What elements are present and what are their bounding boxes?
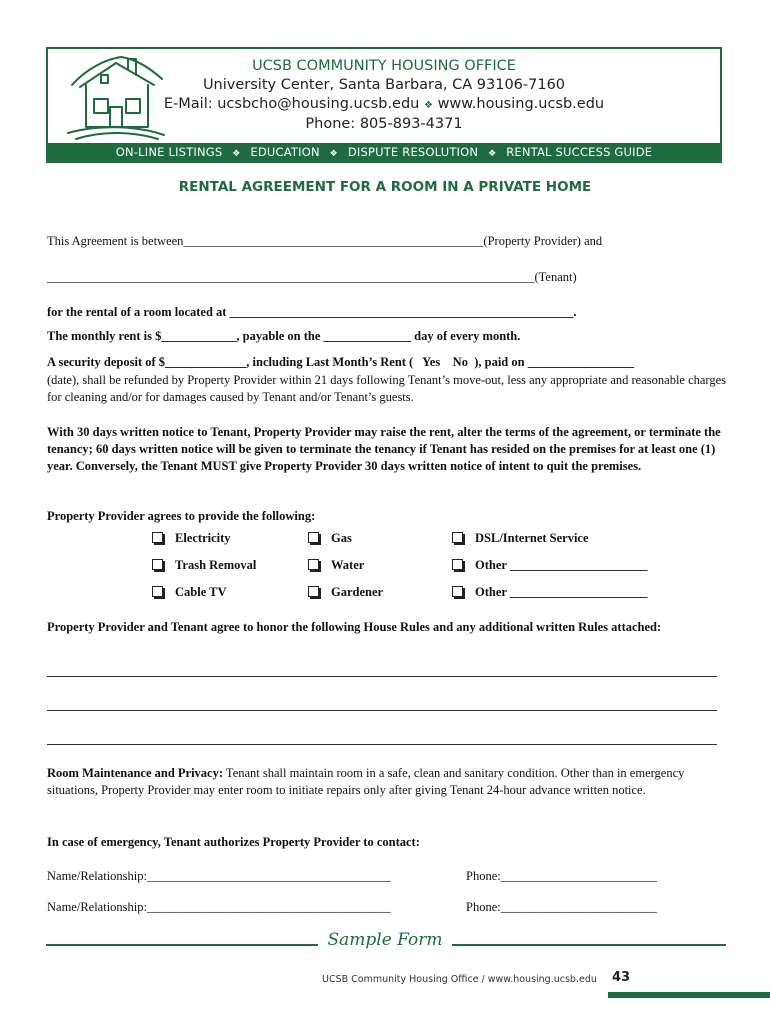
house-rule-line-3[interactable] xyxy=(47,744,717,745)
nav-item-listings[interactable]: ON-LINE LISTINGS xyxy=(115,145,223,159)
checkbox-icon[interactable] xyxy=(152,586,163,597)
option-other-1[interactable]: Other ______________________ xyxy=(452,558,647,573)
house-rule-line-2[interactable] xyxy=(47,710,717,711)
nav-item-guide[interactable]: RENTAL SUCCESS GUIDE xyxy=(506,145,653,159)
checkbox-icon[interactable] xyxy=(308,532,319,543)
checkbox-icon[interactable] xyxy=(152,559,163,570)
emergency-phone-1[interactable]: Phone:_________________________ xyxy=(466,869,657,883)
notice-terms: With 30 days written notice to Tenant, Property Provider may raise the rent, alter the terms of the agreement, or terminate the tenancy; 60 days written notice will be given to terminate the tenancy if Tenant has resided on the premises for at least one (1) year. Conversely, the Tenant MUST give Property Provider 30 days written notice of intent to quit the premises. xyxy=(47,425,721,473)
agreement-between: This Agreement is between________________________________________________(Property Provider) and xyxy=(47,234,603,248)
provides-heading: Property Provider agrees to provide the following: xyxy=(47,509,316,523)
option-gardener[interactable]: Gardener xyxy=(308,585,383,600)
org-name: UCSB COMMUNITY HOUSING OFFICE xyxy=(252,58,516,74)
maintenance-text: Tenant shall maintain room in a safe, clean and sanitary condition. Other than in emergency situations, Property Provider may enter room to initiate repairs only after giving Tenant 24-hour advance written notice. xyxy=(47,766,685,797)
checkbox-icon[interactable] xyxy=(452,586,463,597)
checkbox-icon[interactable] xyxy=(452,532,463,543)
rental-location: for the rental of a room located at _______________________________________________________. xyxy=(47,305,577,319)
option-trash[interactable]: Trash Removal xyxy=(152,558,256,573)
house-rule-line-1[interactable] xyxy=(47,676,717,677)
agreement-tenant: ______________________________________________________________________________(Tenant) xyxy=(47,270,577,284)
org-email-web xyxy=(48,95,720,115)
house-rules-heading: Property Provider and Tenant agree to honor the following House Rules and any additional written Rules attached: xyxy=(47,620,662,634)
header-contact xyxy=(48,57,720,134)
checkbox-icon[interactable] xyxy=(308,586,319,597)
emergency-heading: In case of emergency, Tenant authorizes Property Provider to contact: xyxy=(47,835,420,849)
option-electricity[interactable]: Electricity xyxy=(152,531,231,546)
org-website[interactable]: www.housing.ucsb.edu xyxy=(437,96,605,112)
sample-form-label: Sample Form xyxy=(327,930,443,950)
nav-item-education[interactable]: EDUCATION xyxy=(250,145,320,159)
diamond-icon: ❖ xyxy=(488,149,497,159)
maintenance-clause xyxy=(47,765,731,799)
page-number: 43 xyxy=(612,970,631,985)
checkbox-icon[interactable] xyxy=(152,532,163,543)
emergency-phone-2[interactable]: Phone:_________________________ xyxy=(466,900,657,914)
security-deposit: A security deposit of $_____________, including Last Month’s Rent ( Yes No ), paid on _________________ xyxy=(47,355,634,369)
checkbox-icon[interactable] xyxy=(452,559,463,570)
footer-bar xyxy=(608,992,770,998)
nav-item-dispute[interactable]: DISPUTE RESOLUTION xyxy=(347,145,479,159)
maintenance-label: Room Maintenance and Privacy: xyxy=(47,766,224,780)
org-phone: Phone: 805-893-4371 xyxy=(305,116,463,132)
option-internet[interactable]: DSL/Internet Service xyxy=(452,531,589,546)
diamond-icon: ❖ xyxy=(329,149,338,159)
page-title: RENTAL AGREEMENT FOR A ROOM IN A PRIVATE HOME xyxy=(178,179,592,195)
emergency-name-2[interactable]: Name/Relationship:_______________________________________ xyxy=(47,900,391,914)
checkbox-icon[interactable] xyxy=(308,559,319,570)
divider-left xyxy=(46,944,318,946)
option-other-2[interactable]: Other ______________________ xyxy=(452,585,647,600)
diamond-icon: ❖ xyxy=(423,100,433,111)
deposit-refund: (date), shall be refunded by Property Provider within 21 days following Tenant’s move-out, less any appropriate and reasonable charges for cleaning and/or for damages caused by Tenant and/or Tenant’s guests. xyxy=(47,373,727,404)
option-gas[interactable]: Gas xyxy=(308,531,352,546)
monthly-rent: The monthly rent is $____________, payable on the ______________ day of every month. xyxy=(47,329,521,343)
header-box xyxy=(46,47,722,163)
org-address: University Center, Santa Barbara, CA 93106-7160 xyxy=(202,77,566,93)
diamond-icon: ❖ xyxy=(232,149,241,159)
org-email[interactable]: E-Mail: ucsbcho@housing.ucsb.edu xyxy=(163,96,420,112)
footer-credit: UCSB Community Housing Office / www.housing.ucsb.edu xyxy=(322,974,597,985)
emergency-name-1[interactable]: Name/Relationship:_______________________________________ xyxy=(47,869,391,883)
option-cable[interactable]: Cable TV xyxy=(152,585,227,600)
divider-right xyxy=(452,944,726,946)
nav-bar xyxy=(48,143,720,161)
option-water[interactable]: Water xyxy=(308,558,364,573)
